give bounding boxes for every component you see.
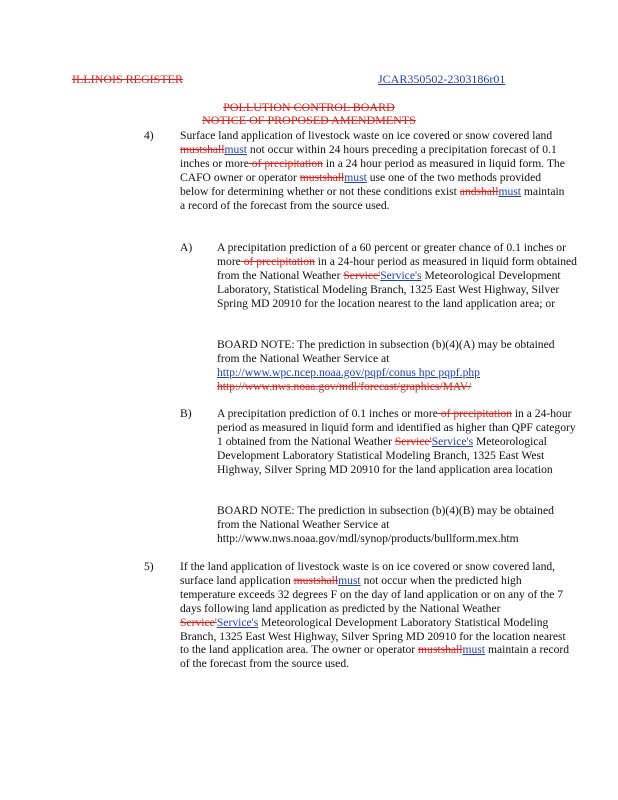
- inserted-text: Service's: [380, 268, 422, 282]
- item-a-board-note: [217, 338, 577, 394]
- text-run: Meteorological Development Laboratory, Statistical Modeling Branch, 1325 East West Highway, Silver Spring MD 20910 for the location nearest to the land application area; or: [217, 268, 561, 310]
- deleted-text: Service': [394, 434, 432, 448]
- text-run: maintain a record of the forecast from the source used.: [180, 643, 570, 671]
- deleted-text: shall: [202, 142, 225, 156]
- item-4-text: [180, 129, 572, 212]
- board-note-text: BOARD NOTE: The prediction in subsection (b)(4)(A) may be obtained from the National Weather Service at: [217, 338, 555, 365]
- item-b-text: [217, 407, 577, 477]
- item-5-number: 5): [144, 560, 154, 573]
- inserted-text: must: [498, 184, 522, 198]
- deleted-text: shall: [476, 184, 499, 198]
- item-b-number: B): [180, 407, 192, 420]
- deleted-text: Service': [180, 615, 217, 629]
- deleted-text: of precipitation: [240, 254, 315, 268]
- text-run: Meteorological Development Laboratory Statistical Modeling Branch, 1325 East West Highway, Silver Spring MD 20910 for the location nearest to the land application area. The owner or operator: [180, 615, 566, 657]
- deleted-text: of precipitation: [248, 156, 323, 170]
- text-run: use one of the two methods provided below for determining whether or not these conditions exist: [180, 170, 542, 198]
- item-5-text: [180, 560, 572, 671]
- register-header: ILLINOIS REGISTER: [72, 72, 183, 86]
- item-a-text: [217, 241, 577, 311]
- text-run: maintain a record of the forecast from the source used.: [180, 184, 565, 212]
- item-a-number: A): [180, 241, 193, 254]
- deleted-text: Service': [343, 268, 381, 282]
- inserted-text: must: [462, 643, 486, 657]
- deleted-text: of precipitation: [437, 407, 512, 420]
- text-run: If the land application of livestock waste is on ice covered or snow covered land, surface land application: [180, 560, 556, 587]
- inserted-text: must: [338, 573, 361, 587]
- item-b-board-note: BOARD NOTE: The prediction in subsection (b)(4)(B) may be obtained from the National Weather Service at http://www.nws.noaa.gov/mdl/synop/products/bullform.mex.htm: [217, 504, 554, 545]
- deleted-text: must: [180, 142, 203, 156]
- deleted-text: and: [459, 184, 477, 198]
- inserted-text: must: [224, 142, 248, 156]
- inserted-text: must: [344, 170, 367, 184]
- text-run: in a 24 hour period as measured in liquid form. The CAFO owner or operator: [180, 156, 565, 184]
- deleted-text: shall: [316, 573, 339, 587]
- board-title: POLLUTION CONTROL BOARD: [223, 100, 395, 114]
- text-run: in a 24-hour period as measured in liquid form obtained from the National Weather: [217, 254, 577, 282]
- text-run: not occur within 24 hours preceding a precipitation forecast of 0.1: [247, 142, 557, 156]
- text-run: A precipitation prediction of a 60 percent or greater chance of 0.1 inches or more: [217, 241, 566, 268]
- deleted-text: must: [293, 573, 317, 587]
- jcar-code: [378, 73, 505, 87]
- deleted-text: shall: [440, 643, 463, 657]
- text-run: A precipitation prediction of 0.1 inches or more: [217, 407, 438, 420]
- jcar-code-inserted: r01: [489, 72, 506, 86]
- text-run: Surface land application of livestock waste on ice covered or snow covered land: [180, 129, 553, 142]
- text-run: not occur when the predicted high temperature exceeds 32 degrees F on the day of land application or on any of the 7 days following land application as predicted by the National Weather: [180, 573, 564, 615]
- forecast-link[interactable]: http://www.wpc.ncep.noaa.gov/pqpf/conus hpc pqpf.php: [217, 365, 480, 379]
- jcar-code-deleted: JCAR350502-2303186: [378, 72, 490, 86]
- deleted-text: shall: [322, 170, 345, 184]
- inserted-text: Service's: [431, 434, 474, 448]
- deleted-text: must: [299, 170, 323, 184]
- item-4-number: 4): [144, 129, 154, 142]
- text-run: in a 24-hour period as measured in liquid form and identified as higher than QPF category 1 obtained from the National Weather: [217, 407, 576, 448]
- notice-title: NOTICE OF PROPOSED AMENDMENTS: [202, 113, 416, 127]
- deleted-text: must: [418, 643, 441, 657]
- text-run: inches or more: [180, 156, 249, 170]
- inserted-text: Service's: [216, 615, 259, 629]
- deleted-link: http://www.nws.noaa.gov/mdl/forecast/graphics/MAV/: [217, 379, 472, 393]
- text-run: Meteorological Development Laboratory Statistical Modeling Branch, 1325 East West Highway, Silver Spring MD 20910 for the land application area location: [217, 434, 553, 476]
